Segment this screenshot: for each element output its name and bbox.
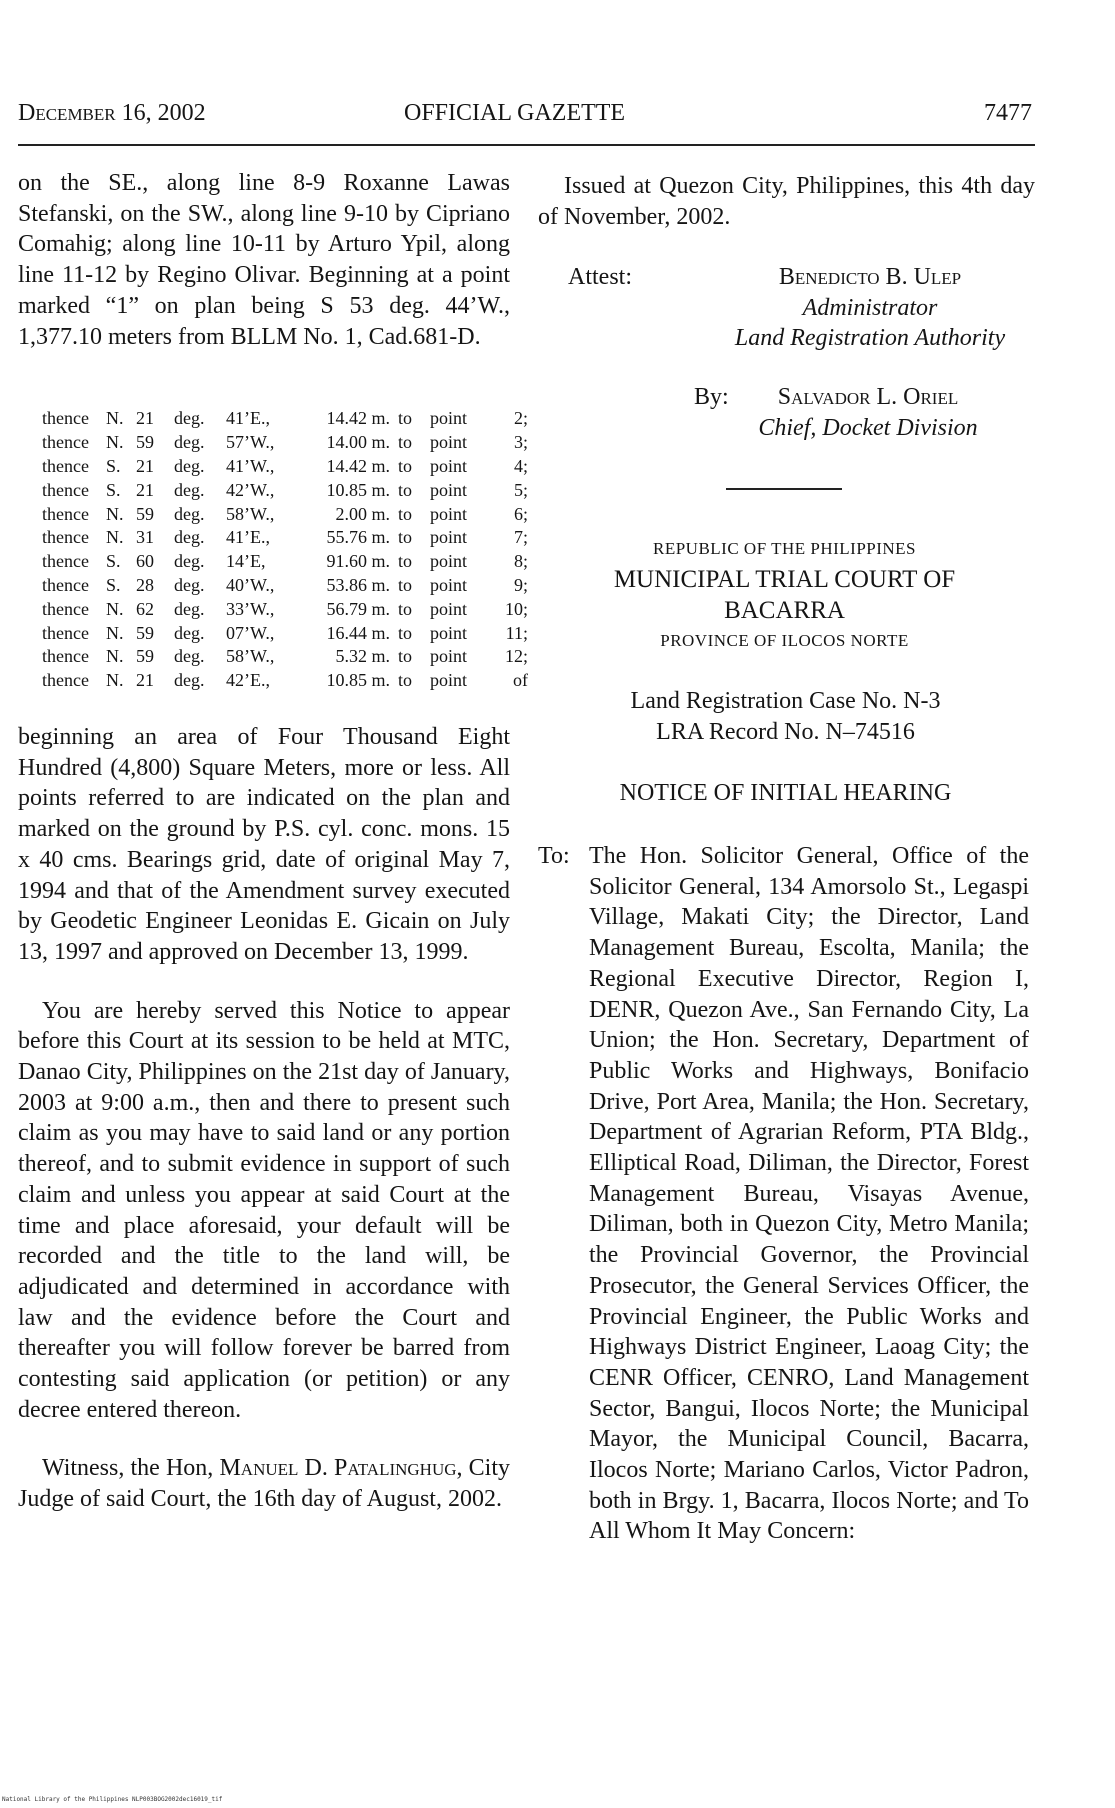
- bearing-ns: N.: [106, 598, 124, 619]
- bearing-n1: 21: [136, 479, 154, 500]
- bearing-to: to: [398, 670, 413, 691]
- bearing-deg: deg.: [174, 598, 205, 619]
- bearing-deg: deg.: [174, 479, 205, 500]
- bearing-pt: point: [430, 527, 468, 548]
- bearing-to: to: [398, 455, 413, 476]
- bearing-row: [42, 502, 528, 526]
- scan-footer: National Library of the Philippines NLP003BOG2002dec16019_tif: [2, 1796, 223, 1803]
- bearing-n1: 62: [136, 598, 154, 619]
- bearing-to: to: [398, 598, 413, 619]
- bearing-ang: 14’E,: [226, 551, 266, 572]
- judge-name: Manuel D. Patalinghug: [219, 1455, 457, 1482]
- bearing-ang: 58’W.,: [226, 646, 275, 667]
- bearing-to: to: [398, 622, 413, 643]
- bearing-n1: 21: [136, 670, 154, 691]
- bearing-ang: 07’W.,: [226, 622, 275, 643]
- bearing-t: thence: [42, 574, 89, 595]
- bearing-to: to: [398, 408, 413, 429]
- addressees-paragraph: The Hon. Solicitor General, Office of the Solicitor General, 134 Amorsolo St., Legaspi Village, Makati City; the Director, Land Management Bureau, Escolta, Manila; the Regional Executive Director, Region I, DENR, Quezon Ave., San Fernando City, La Union; the Hon. Secretary, Department of Public Works and Highways, Bonifacio Drive, Port Area, Manila; the Hon. Secretary, Department of Agrarian Reform, PTA Bldg., Elliptical Road, Diliman, the Director, Forest Management Bureau, Visayas Avenue, Diliman, both in Quezon City, Metro Manila; the Provincial Governor, the Provincial Prosecutor, the General Services Officer, the Provincial Engineer, the Public Works and Highways District Engineer, Laoag City; the CENR Officer, CENRO, Land Management Sector, Bangui, Ilocos Norte; the Municipal Mayor, the Municipal Council, Bacarra, Ilocos Norte; Mariano Carlos, Victor Padron, both in Brgy. 1, Bacarra, Ilocos Norte; and To All Whom It May Concern:: [589, 843, 1029, 1545]
- bearing-num: 4;: [513, 455, 528, 476]
- notice-paragraph: You are hereby served this Notice to appear before this Court at its session to be held at MTC, Danao City, Philippines on the 21st day of January, 2003 at 9:00 a.m., then and there to present such claim as you may have to said land or any portion thereof, and to submit evidence in support of such claim and unless you appear at said Court at the time and place aforesaid, your default will be recorded and the title to the land will, be adjudicated and determined in accordance with law and the evidence before the Court and thereafter you will follow forever be barred from contesting said application (or petition) or any decree entered thereon.: [18, 997, 510, 1423]
- administrator-name: Benedicto B. Ulep: [778, 264, 962, 290]
- bearing-ns: S.: [106, 574, 121, 595]
- bearing-t: thence: [42, 646, 89, 667]
- bearing-t: thence: [42, 670, 89, 691]
- bearing-row: [42, 455, 528, 479]
- bearing-to: to: [398, 527, 413, 548]
- administrator-title: Administrator: [802, 294, 938, 321]
- bearing-ang: 41’W.,: [226, 455, 275, 476]
- bearing-deg: deg.: [174, 670, 205, 691]
- bearing-row: [42, 478, 528, 502]
- bearing-to: to: [398, 479, 413, 500]
- bearing-num: 10;: [504, 598, 528, 619]
- bearing-n1: 21: [136, 455, 154, 476]
- court-name-line2: BACARRA: [724, 597, 845, 624]
- bearing-pt: point: [430, 670, 468, 691]
- bearing-dist: 91.60 m.: [326, 551, 390, 572]
- bearing-ns: S.: [106, 455, 121, 476]
- bearing-num: 3;: [513, 432, 528, 453]
- witness-pre: Witness, the Hon,: [42, 1455, 220, 1482]
- bearing-n1: 31: [136, 527, 154, 548]
- issued-paragraph: Issued at Quezon City, Philippines, this 4th day of November, 2002.: [538, 173, 1035, 230]
- bearing-pt: point: [430, 432, 468, 453]
- bearing-row: [42, 407, 528, 431]
- bearing-dist: 14.42 m.: [326, 408, 390, 429]
- bearing-deg: deg.: [174, 455, 205, 476]
- bearing-n1: 59: [136, 646, 154, 667]
- bearing-t: thence: [42, 408, 89, 429]
- bearing-pt: point: [430, 622, 468, 643]
- bearing-row: [42, 526, 528, 550]
- bearing-row: [42, 550, 528, 574]
- bearing-dist: 10.85 m.: [326, 479, 390, 500]
- page-number: 7477: [984, 100, 1032, 126]
- witness-post: , City Judge of said Court, the 16th day of August, 2002.: [18, 1455, 511, 1513]
- bearing-dist: 53.86 m.: [326, 574, 390, 595]
- by-label: By:: [694, 384, 729, 410]
- page-header-title: OFFICIAL GAZETTE: [404, 100, 626, 126]
- bearing-deg: deg.: [174, 503, 205, 524]
- bearing-dist: 55.76 m.: [326, 527, 390, 548]
- page-header-date: December 16, 2002: [18, 100, 206, 126]
- bearing-row: [42, 621, 528, 645]
- bearing-dist: 16.44 m.: [326, 622, 390, 643]
- bearing-deg: deg.: [174, 408, 205, 429]
- bearing-dist: 14.00 m.: [326, 432, 390, 453]
- bearing-ns: N.: [106, 646, 124, 667]
- bearing-ang: 41’E.,: [226, 527, 270, 548]
- bearing-n1: 59: [136, 622, 154, 643]
- intro-paragraph: on the SE., along line 8-9 Roxanne Lawas Stefanski, on the SW., along line 9-10 by Cipriano Comahig; along line 10-11 by Arturo Ypil, along line 11-12 by Regino Olivar. Beginning at a point marked “1” on plan being S 53 deg. 44’W., 1,377.10 meters from BLLM No. 1, Cad.681-D.: [18, 170, 510, 350]
- bearing-row: [42, 645, 528, 669]
- bearing-t: thence: [42, 479, 89, 500]
- area-paragraph: beginning an area of Four Thousand Eight Hundred (4,800) Square Meters, more or less. All points referred to are indicated on the plan and marked on the ground by P.S. cyl. conc. mons. 15 x 40 cms. Bearings grid, date of original May 7, 1994 and that of the Amendment survey executed by Geodetic Engineer Leonidas E. Gicain on July 13, 1997 and approved on December 13, 1999.: [18, 724, 510, 965]
- bearing-ns: N.: [106, 503, 124, 524]
- bearing-num: 6;: [513, 503, 528, 524]
- left-intro: [18, 168, 510, 352]
- bearing-num: 7;: [513, 527, 528, 548]
- case-number: Land Registration Case No. N-3: [630, 688, 941, 714]
- bearings-table: [42, 407, 528, 693]
- chief-name: Salvador L. Oriel: [777, 384, 959, 410]
- bearing-deg: deg.: [174, 622, 205, 643]
- bearing-deg: deg.: [174, 574, 205, 595]
- section-divider: [726, 488, 842, 490]
- bearing-num: 12;: [504, 646, 528, 667]
- bearing-dist: 5.32 m.: [335, 646, 390, 667]
- administrator-org: Land Registration Authority: [734, 325, 1006, 352]
- bearing-t: thence: [42, 622, 89, 643]
- bearing-deg: deg.: [174, 646, 205, 667]
- chief-title: Chief, Docket Division: [758, 414, 978, 441]
- bearing-pt: point: [430, 574, 468, 595]
- bearing-deg: deg.: [174, 551, 205, 572]
- bearing-n1: 59: [136, 503, 154, 524]
- court-heading: [548, 534, 1021, 656]
- bearing-ns: N.: [106, 527, 124, 548]
- bearing-t: thence: [42, 598, 89, 619]
- left-body: [18, 722, 510, 1515]
- bearing-ns: N.: [106, 432, 124, 453]
- bearing-row: [42, 574, 528, 598]
- bearing-pt: point: [430, 598, 468, 619]
- attest-label: Attest:: [568, 264, 632, 290]
- bearing-ang: 57’W.,: [226, 432, 275, 453]
- to-label: To:: [538, 843, 570, 869]
- bearing-dist: 56.79 m.: [326, 598, 390, 619]
- bearing-t: thence: [42, 503, 89, 524]
- bearing-to: to: [398, 646, 413, 667]
- bearing-t: thence: [42, 527, 89, 548]
- bearing-pt: point: [430, 408, 468, 429]
- bearing-dist: 2.00 m.: [335, 503, 390, 524]
- notice-title: NOTICE OF INITIAL HEARING: [619, 780, 952, 806]
- bearing-to: to: [398, 551, 413, 572]
- lra-record-number: LRA Record No. N–74516: [656, 718, 915, 745]
- bearing-t: thence: [42, 455, 89, 476]
- bearing-pt: point: [430, 503, 468, 524]
- bearing-n1: 28: [136, 574, 154, 595]
- bearing-pt: point: [430, 646, 468, 667]
- bearing-num: 11;: [505, 622, 528, 643]
- bearing-pt: point: [430, 479, 468, 500]
- header-rule: [18, 144, 1035, 146]
- bearing-dist: 10.85 m.: [326, 670, 390, 691]
- bearing-num: 2;: [513, 408, 528, 429]
- bearing-to: to: [398, 503, 413, 524]
- bearing-ns: N.: [106, 408, 124, 429]
- bearing-ns: S.: [106, 479, 121, 500]
- bearing-ang: 40’W.,: [226, 574, 275, 595]
- bearing-dist: 14.42 m.: [326, 455, 390, 476]
- bearing-num: of: [513, 670, 528, 691]
- bearing-ns: N.: [106, 670, 124, 691]
- bearing-row: [42, 669, 528, 693]
- bearing-ang: 42’W.,: [226, 479, 275, 500]
- witness-paragraph: [18, 1453, 510, 1514]
- bearing-deg: deg.: [174, 527, 205, 548]
- republic-label: REPUBLIC OF THE PHILIPPINES: [652, 539, 917, 558]
- administrator-block: [690, 262, 1050, 354]
- province-label: PROVINCE OF ILOCOS NORTE: [660, 631, 909, 650]
- bearing-num: 9;: [513, 574, 528, 595]
- bearing-ang: 42’E.,: [226, 670, 270, 691]
- bearing-pt: point: [430, 551, 468, 572]
- bearing-pt: point: [430, 455, 468, 476]
- bearing-row: [42, 597, 528, 621]
- case-block: [538, 686, 1033, 747]
- bearing-deg: deg.: [174, 432, 205, 453]
- bearing-ns: S.: [106, 551, 121, 572]
- court-name-line1: MUNICIPAL TRIAL COURT OF: [613, 566, 956, 593]
- bearing-t: thence: [42, 432, 89, 453]
- bearing-n1: 59: [136, 432, 154, 453]
- bearing-n1: 21: [136, 408, 154, 429]
- bearing-n1: 60: [136, 551, 154, 572]
- bearing-num: 5;: [513, 479, 528, 500]
- bearing-ang: 33’W.,: [226, 598, 275, 619]
- bearing-ang: 41’E.,: [226, 408, 270, 429]
- bearing-num: 8;: [513, 551, 528, 572]
- bearing-ang: 58’W.,: [226, 503, 275, 524]
- bearing-to: to: [398, 574, 413, 595]
- chief-block: [720, 382, 1016, 443]
- bearing-row: [42, 431, 528, 455]
- bearing-t: thence: [42, 551, 89, 572]
- bearing-to: to: [398, 432, 413, 453]
- bearing-ns: N.: [106, 622, 124, 643]
